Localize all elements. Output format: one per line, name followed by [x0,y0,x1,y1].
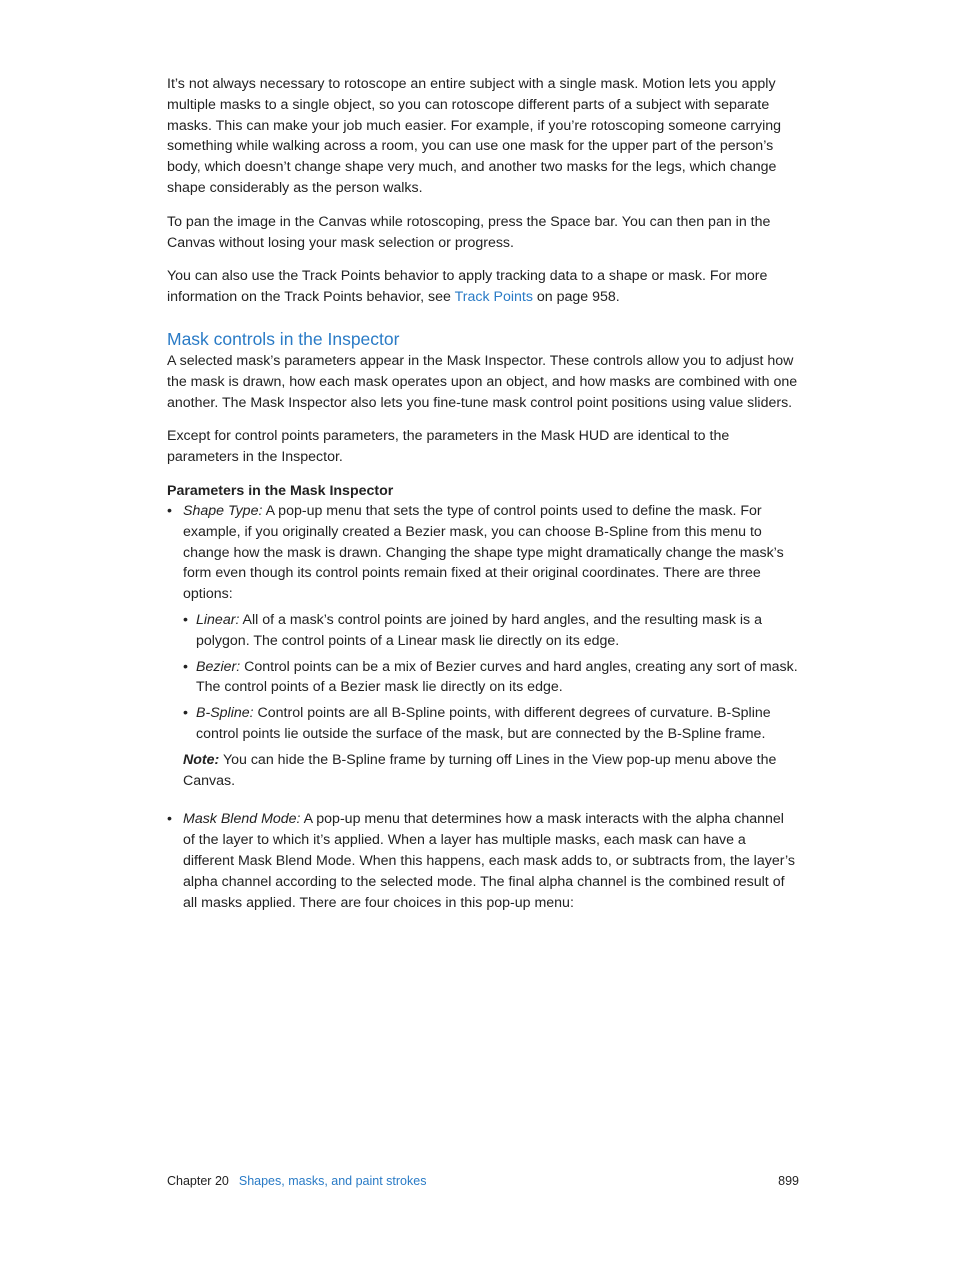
section-paragraph-2: Except for control points parameters, the parameters in the Mask HUD are identical to the parameters in the Inspector. [167,428,730,466]
parameters-subheading: Parameters in the Mask Inspector [167,482,394,499]
list-item-bezier [183,657,799,699]
blend-mode-text: A pop-up menu that determines how a mask interacts with the alpha channel of the layer to which it’s applied. When a layer has multiple masks, each mask can have a different Mask Blend Mode. When this happens, each mask adds to, or subtracts from, the layer’s alpha channel according to the selected mode. The final alpha channel is the combined result of all masks applied. There are four choices in this pop-up menu: [183,811,795,911]
intro-paragraph: It’s not always necessary to rotoscope an entire subject with a single mask. Motion lets you apply multiple masks to a single object, so you can rotoscope different parts of a subject with separate masks. This can make your job much easier. For example, if you’re rotoscoping someone carrying something while walking across a room, you can use one mask for the upper part of the person’s body, which doesn’t change shape very much, and another two masks for the legs, which change shape considerably as the person walks. [167,76,782,196]
list-item-blend-mode [167,809,799,913]
bezier-term: Bezier: [196,658,241,675]
note-label: Note: [183,751,220,768]
footer-chapter-title[interactable]: Shapes, masks, and paint strokes [238,1174,427,1188]
parameters-list [167,501,799,913]
linear-term: Linear: [196,611,240,628]
note [183,750,799,792]
bspline-term: B-Spline: [196,705,254,722]
track-points-paragraph [167,266,799,308]
shape-type-text: A pop-up menu that sets the type of control points used to define the mask. For example, if you originally created a Bezier mask, you can choose B-Spline from this menu to change how the mask is drawn. Changing the shape type might dramatically change the mask’s form even though its control points remain fixed at their original coordinates. There are three options: [183,502,784,603]
page-number: 899 [778,1174,799,1188]
bullet-dot: • [183,611,188,628]
footer-chapter: Chapter 20 [167,1174,229,1188]
blend-mode-term: Mask Blend Mode: [183,811,301,828]
track-points-text-before: You can also use the Track Points behavior to apply tracking data to a shape or mask. For more information on the Track Points behavior, see [167,268,768,306]
shape-type-term: Shape Type: [183,502,263,519]
track-points-link[interactable]: Track Points [454,289,533,306]
shape-type-options [183,610,799,745]
bezier-text: Control points can be a mix of Bezier curves and hard angles, creating any sort of mask. The control points of a Bezier mask lie directly on its edge. [196,658,798,696]
bullet-dot: • [167,811,172,828]
track-points-text-after: on page 958. [532,289,620,306]
section-heading: Mask controls in the Inspector [167,328,400,349]
note-text: You can hide the B-Spline frame by turning off Lines in the View pop-up menu above the Canvas. [183,751,777,789]
page-content [167,74,799,913]
bspline-text: Control points are all B-Spline points, with different degrees of curvature. B-Spline control points lie outside the surface of the mask, but are connected by the B-Spline frame. [196,705,771,742]
bullet-dot: • [167,502,172,519]
section-paragraph-1: A selected mask’s parameters appear in the Mask Inspector. These controls allow you to adjust how the mask is drawn, how each mask operates upon an object, and how masks are combined with one another. The Mask Inspector also lets you fine-tune mask control point positions using value sliders. [167,352,798,411]
list-item-linear [183,610,799,652]
linear-text: All of a mask’s control points are joined by hard angles, and the resulting mask is a polygon. The control points of a Linear mask lie directly on its edge. [196,611,762,649]
bullet-dot: • [183,705,188,722]
pan-paragraph: To pan the image in the Canvas while rotoscoping, press the Space bar. You can then pan in the Canvas without losing your mask selection or progress. [167,213,771,251]
page-footer [167,1172,799,1190]
list-item-bspline [183,703,799,745]
list-item-shape-type [167,501,799,791]
bullet-dot: • [183,658,188,675]
